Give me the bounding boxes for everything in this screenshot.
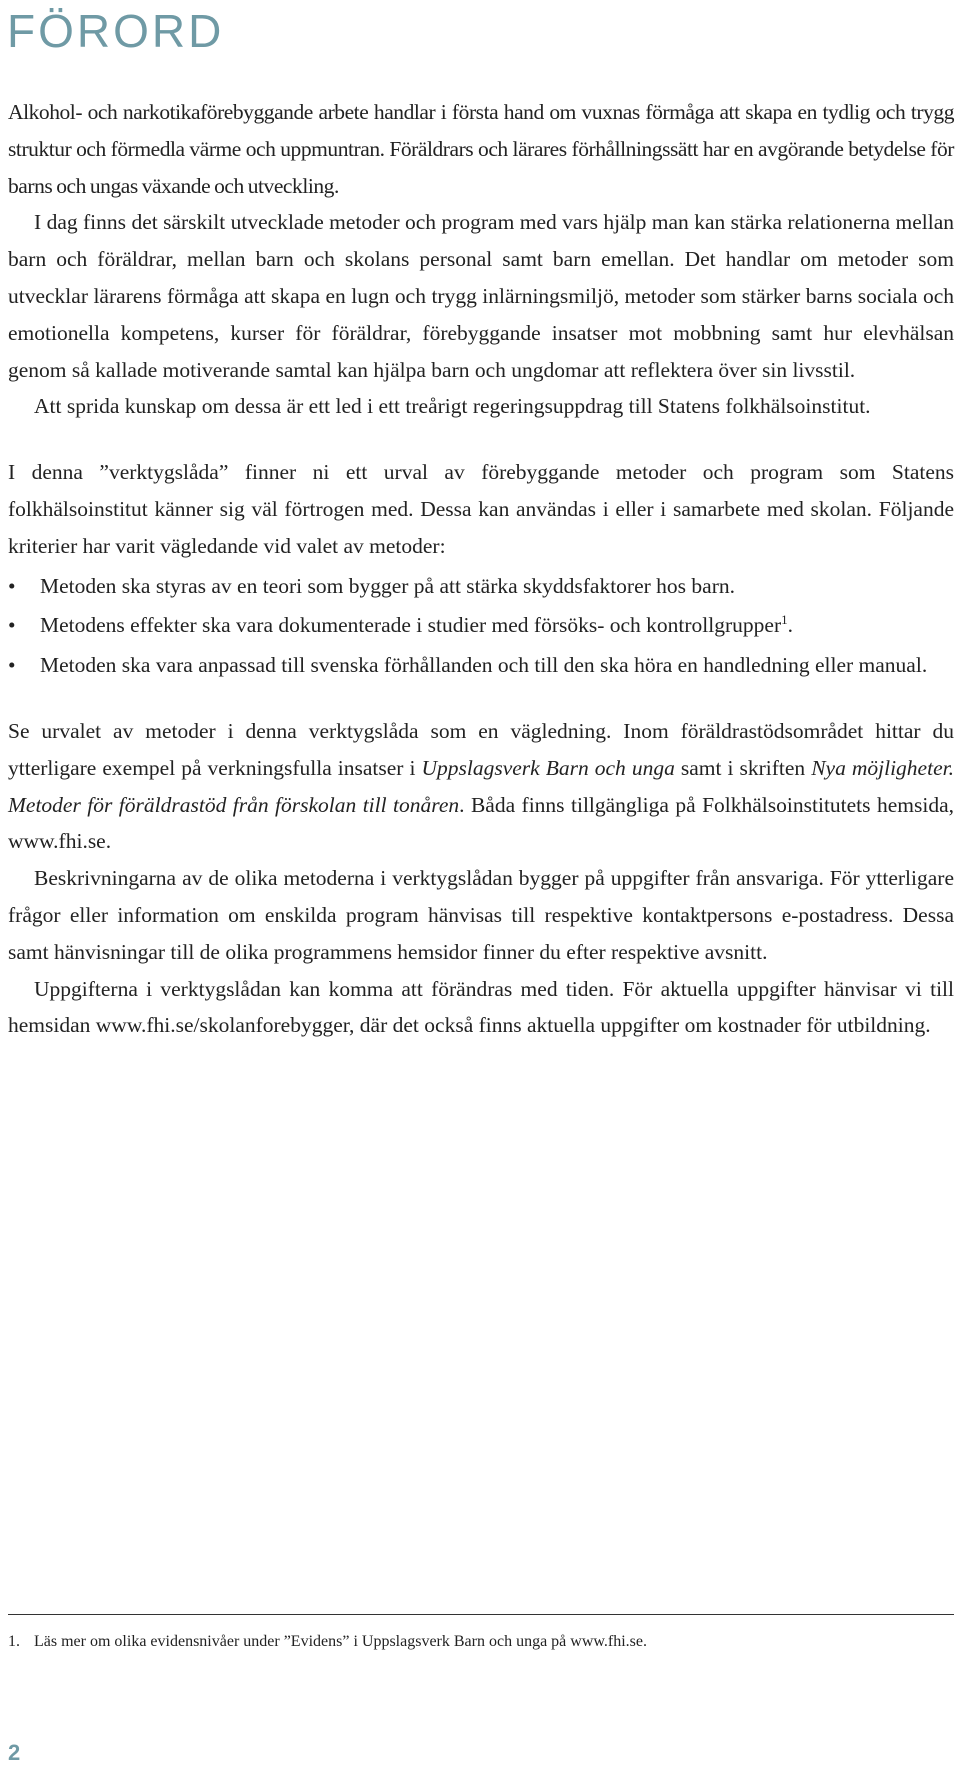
publication-title: Uppslagsverk Barn och unga	[421, 755, 675, 780]
footnote-text: Läs mer om olika evidensnivåer under ”Evidens” i Uppslagsverk Barn och unga på www.fhi.se.	[34, 1633, 648, 1650]
criteria-item-text: Metoden ska styras av en teori som bygger på att stärka skyddsfaktorer hos barn.	[40, 573, 735, 598]
footnote	[8, 1630, 954, 1654]
bullet-marker: •	[8, 573, 16, 598]
bullet-marker: •	[8, 653, 16, 678]
criteria-item	[8, 607, 954, 644]
criteria-item-text: Metoden ska vara anpassad till svenska förhållanden och till den ska höra en handledning eller manual.	[40, 653, 928, 678]
criteria-item	[8, 568, 954, 605]
guidance-paragraph	[8, 713, 954, 860]
bullet-marker: •	[8, 613, 16, 638]
criteria-item-text: Metodens effekter ska vara dokumenterade i studier med försöks- och kontrollgrupper	[40, 613, 782, 638]
methods-paragraph: I dag finns det särskilt utvecklade metoder och program med vars hjälp man kan stärka relationerna mellan barn och föräldrar, mellan barn och skolans personal samt barn emellan. Det handlar om metoder som utvecklar lärarens förmåga att skapa en lugn och trygg inlärningsmiljö, metoder som stärker barns sociala och emotionella kompetens, kurser för föräldrar, förebyggande insatser mot mobbning samt hur elevhälsan genom så kallade motiverande samtal kan hjälpa barn och ungdomar att reflektera över sin livsstil.	[8, 210, 954, 382]
body-text	[8, 94, 954, 1044]
criteria-item-end: .	[787, 613, 793, 638]
descriptions-paragraph: Beskrivningarna av de olika metoderna i verktygslådan bygger på uppgifter från ansvariga. För ytterligare frågor eller information om enskilda program hänvisas till respektive kontaktpersons e-postadress. Dessa samt hänvisningar till de olika programmens hemsidor finner du efter respektive avsnitt.	[8, 866, 954, 964]
guidance-text-c: samt i skriften	[674, 755, 812, 780]
intro-paragraph: Alkohol- och narkotikaförebyggande arbete handlar i första hand om vuxnas förmåga att skapa en tydlig och trygg struktur och förmedla värme och uppmuntran. Föräldrars och lärares förhållningssätt har en avgörande betydelse för barns och ungas växande och utveckling.	[8, 100, 954, 198]
criteria-list	[8, 568, 954, 684]
page-number: 2	[8, 1740, 21, 1765]
guidance-text-a: Se urvalet av metoder i denna verktygslåda som en vägledning. Inom föräldrastödsområdet hittar du ytterligare exempel på verkningsfulla insatser i	[8, 718, 954, 780]
assignment-paragraph: Att sprida kunskap om dessa är ett led i ett treårigt regeringsuppdrag till Statens folkhälsoinstitut.	[34, 394, 871, 419]
page-title: FÖRORD	[7, 5, 225, 57]
footnote-number: 1.	[8, 1633, 20, 1650]
publication-title: Nya möjligheter. Metoder för föräldrastöd från förskolan till tonåren	[8, 755, 954, 817]
guidance-text-e: . Båda finns tillgängliga på Folkhälsoinstitutets hemsida, www.fhi.se.	[8, 792, 954, 854]
toolbox-paragraph: I denna ”verktygslåda” finner ni ett urval av förebyggande metoder och program som Statens folkhälsoinstitut känner sig väl förtrogen med. Dessa kan användas i eller i samarbete med skolan. Följande kriterier har varit vägledande vid valet av metoder:	[8, 460, 954, 558]
footnote-divider	[8, 1614, 954, 1615]
updates-paragraph: Uppgifterna i verktygslådan kan komma att förändras med tiden. För aktuella uppgifter hänvisar vi till hemsidan www.fhi.se/skolanforebygger, där det också finns aktuella uppgifter om kostnader för utbildning.	[8, 976, 954, 1038]
criteria-item	[8, 647, 954, 684]
footnote-reference[interactable]: 1	[781, 612, 788, 628]
